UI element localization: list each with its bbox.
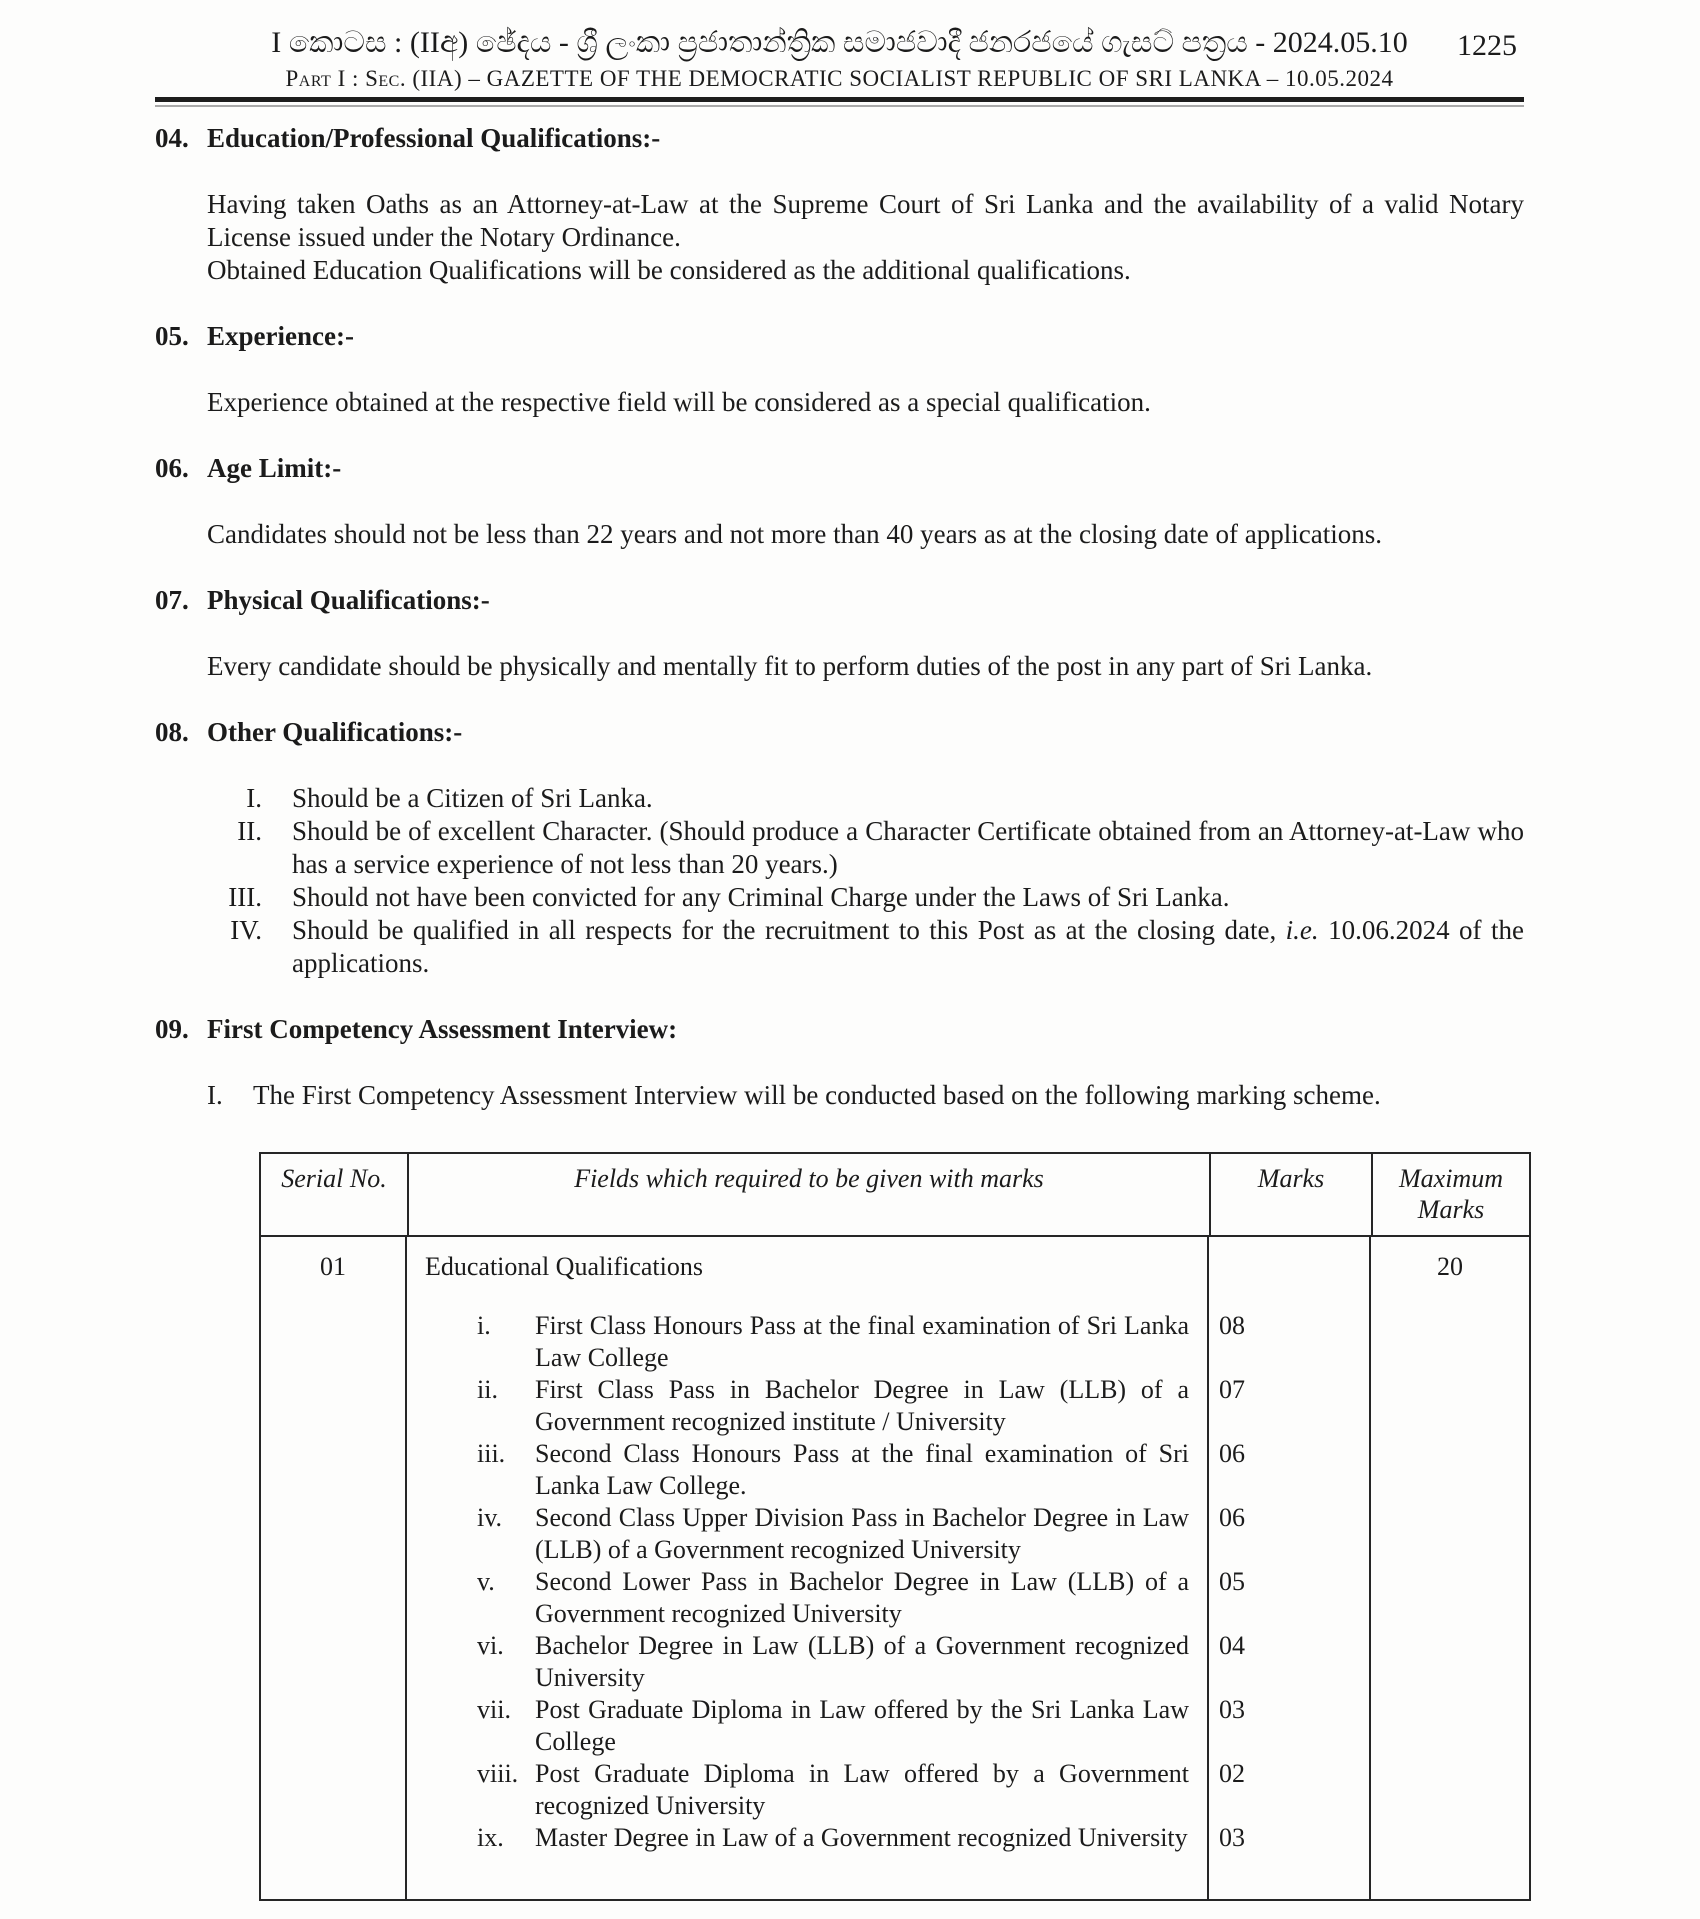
other-qualifications-list — [155, 782, 1524, 980]
item-numeral: v. — [477, 1567, 495, 1596]
section-heading-04 — [155, 122, 1524, 155]
table-body-row — [261, 1237, 1529, 1899]
item-numeral: iii. — [477, 1439, 506, 1468]
item-text: Master Degree in Law of a Government recognized University — [535, 1823, 1188, 1852]
item-numeral: vii. — [477, 1695, 511, 1724]
item-text: First Class Honours Pass at the final examination of Sri Lanka Law College — [535, 1311, 1189, 1372]
paragraph: Candidates should not be less than 22 years and not more than 40 years as at the closing date of applications. — [207, 519, 1382, 549]
fields-and-marks-cell — [407, 1237, 1371, 1899]
list-item — [155, 914, 1524, 980]
list-item-numeral: I. — [207, 1080, 223, 1110]
section-number: 04. — [155, 123, 189, 153]
table-item — [477, 1502, 1245, 1566]
item-text: Second Class Upper Division Pass in Bachelor Degree in Law (LLB) of a Government recognized University — [535, 1503, 1189, 1564]
item-mark: 02 — [1219, 1759, 1245, 1788]
list-item — [155, 782, 1524, 815]
list-item-numeral: IV. — [230, 915, 262, 945]
table-item — [477, 1694, 1245, 1758]
section-heading-07 — [155, 584, 1524, 617]
list-item-text: Should not have been convicted for any Criminal Charge under the Laws of Sri Lanka. — [292, 882, 1230, 912]
list-item-numeral: I. — [246, 783, 262, 813]
interview-intro — [207, 1079, 1524, 1112]
item-mark: 07 — [1219, 1375, 1245, 1404]
list-item — [155, 815, 1524, 881]
column-header-marks: Marks — [1211, 1154, 1373, 1235]
page-number: 1225 — [1457, 29, 1517, 62]
table-item — [477, 1566, 1245, 1630]
serial-cell: 01 — [261, 1237, 407, 1899]
section-title: Age Limit:- — [207, 453, 342, 483]
list-item — [155, 881, 1524, 914]
page-header — [155, 0, 1524, 107]
item-text: First Class Pass in Bachelor Degree in Law (LLB) of a Government recognized institute / University — [535, 1375, 1189, 1436]
item-mark: 05 — [1219, 1567, 1245, 1596]
section-heading-08 — [155, 716, 1524, 749]
section-number: 06. — [155, 453, 189, 483]
item-numeral: iv. — [477, 1503, 503, 1532]
marking-scheme-table — [259, 1152, 1531, 1901]
section-title: First Competency Assessment Interview: — [207, 1014, 678, 1044]
item-numeral: ii. — [477, 1375, 498, 1404]
section-number: 07. — [155, 585, 189, 615]
item-text: Post Graduate Diploma in Law offered by the Sri Lanka Law College — [535, 1695, 1189, 1756]
item-mark: 06 — [1219, 1503, 1245, 1532]
item-text: Second Lower Pass in Bachelor Degree in Law (LLB) of a Government recognized University — [535, 1567, 1189, 1628]
header-rule-shadow — [155, 105, 1524, 107]
item-text: Post Graduate Diploma in Law offered by a Government recognized University — [535, 1759, 1189, 1820]
section-number: 05. — [155, 321, 189, 351]
item-mark: 03 — [1219, 1695, 1245, 1724]
section-heading-06 — [155, 452, 1524, 485]
item-numeral: viii. — [477, 1759, 519, 1788]
section-title: Physical Qualifications:- — [207, 585, 490, 615]
item-text: Second Class Honours Pass at the final examination of Sri Lanka Law College. — [535, 1439, 1189, 1500]
list-item-numeral: III. — [228, 882, 262, 912]
item-mark: 03 — [1219, 1823, 1245, 1852]
paragraph: Obtained Education Qualifications will be considered as the additional qualifications. — [207, 255, 1131, 285]
table-item — [477, 1758, 1245, 1822]
list-item-text: Should be a Citizen of Sri Lanka. — [292, 783, 653, 813]
section-title: Other Qualifications:- — [207, 717, 463, 747]
section-number: 08. — [155, 717, 189, 747]
field-title: Educational Qualifications — [425, 1252, 703, 1281]
maximum-marks-cell: 20 — [1437, 1252, 1463, 1281]
list-item-text: Should be qualified in all respects for the recruitment to this Post as at the closing date, i.e. 10.06.2024 of the applications. — [292, 915, 1524, 978]
item-text: Bachelor Degree in Law (LLB) of a Government recognized University — [535, 1631, 1189, 1692]
table-item — [477, 1630, 1245, 1694]
italic-abbreviation: i.e. — [1285, 915, 1319, 945]
column-header-fields: Fields which required to be given with marks — [409, 1154, 1211, 1235]
section-title: Education/Professional Qualifications:- — [207, 123, 661, 153]
paragraph: Every candidate should be physically and mentally fit to perform duties of the post in any part of Sri Lanka. — [207, 651, 1373, 681]
header-rule — [155, 97, 1524, 102]
section-heading-09 — [155, 1013, 1524, 1046]
item-mark: 04 — [1219, 1631, 1245, 1660]
item-numeral: ix. — [477, 1823, 504, 1852]
list-item-text: Should be of excellent Character. (Should produce a Character Certificate obtained from an Attorney-at-Law who has a service experience of not less than 20 years.) — [292, 816, 1524, 879]
paragraph: Having taken Oaths as an Attorney-at-Law at the Supreme Court of Sri Lanka and the availability of a valid Notary License issued under the Notary Ordinance. — [207, 189, 1524, 252]
item-numeral: i. — [477, 1311, 491, 1340]
section-number: 09. — [155, 1014, 189, 1044]
list-item-numeral: II. — [237, 816, 262, 846]
item-mark: 08 — [1219, 1311, 1245, 1340]
item-mark: 06 — [1219, 1439, 1245, 1468]
column-header-maximum-marks: Maximum Marks — [1399, 1164, 1503, 1224]
header-title-sinhala: I කොටස : (IIඅ) ඡේදය - ශ්‍රී ලංකා ප්‍රජාතාන්ත්‍රික සමාජවාදී ජනරජයේ ගැසට් පත්‍රය - 2024.05.10 — [271, 26, 1408, 59]
table-item — [477, 1310, 1245, 1374]
column-header-serial-no: Serial No. — [261, 1154, 409, 1235]
item-numeral: vi. — [477, 1631, 504, 1660]
paragraph: Experience obtained at the respective field will be considered as a special qualification. — [207, 387, 1151, 417]
header-title-english: Part I : Sec. (IIA) – GAZETTE OF THE DEMOCRATIC SOCIALIST REPUBLIC OF SRI LANKA – 10.05.2024 — [285, 66, 1394, 91]
table-header-row — [261, 1154, 1529, 1237]
table-item — [477, 1374, 1245, 1438]
section-heading-05 — [155, 320, 1524, 353]
intro-text: The First Competency Assessment Interview will be conducted based on the following marking scheme. — [253, 1080, 1381, 1110]
table-item — [477, 1822, 1245, 1854]
table-item — [477, 1438, 1245, 1502]
qualification-items — [407, 1310, 1369, 1854]
section-title: Experience:- — [207, 321, 354, 351]
